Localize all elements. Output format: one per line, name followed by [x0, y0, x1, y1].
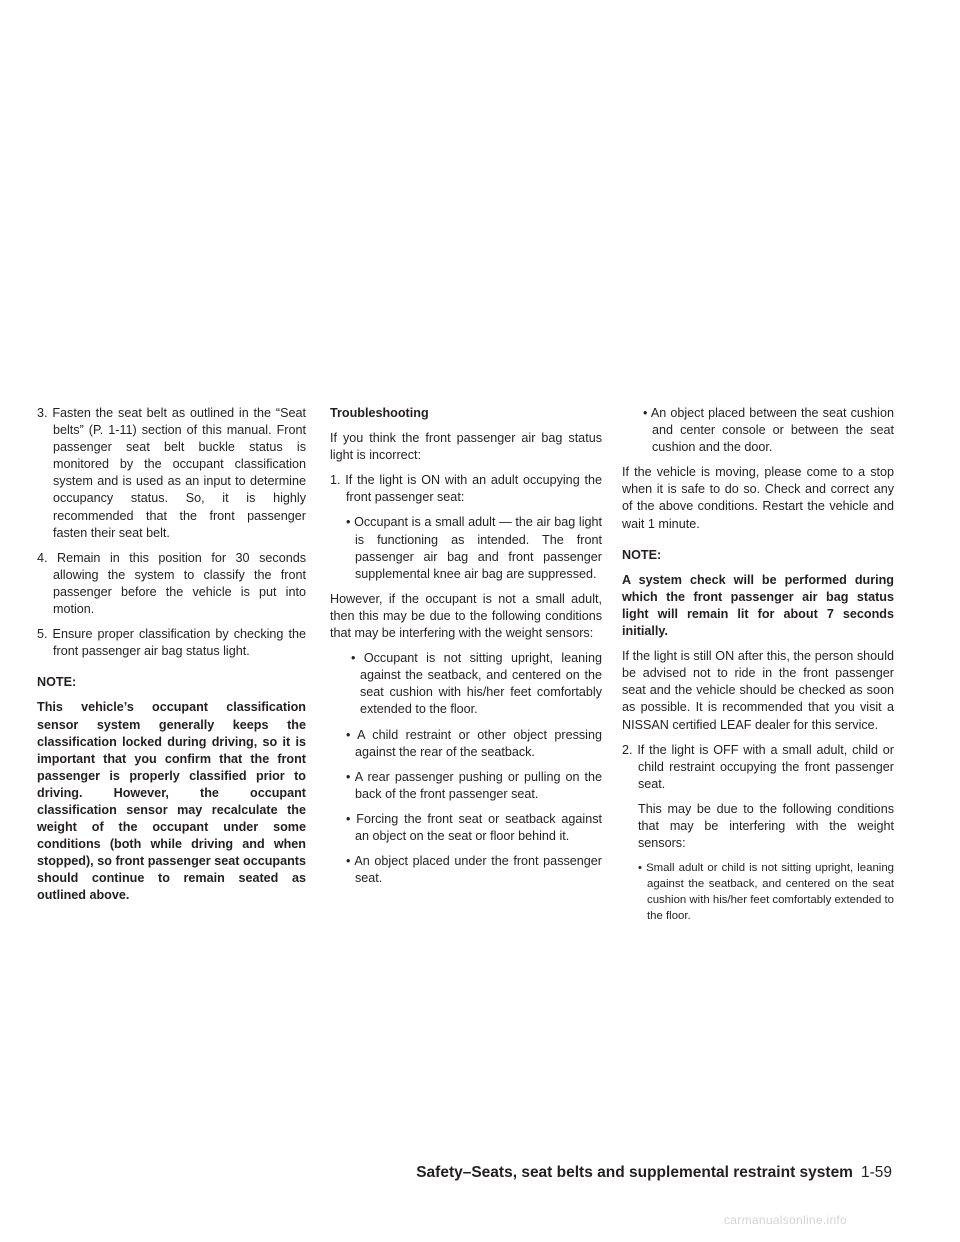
column-middle — [330, 405, 602, 895]
intro-paragraph: If you think the front passenger air bag status light is incorrect: — [330, 431, 602, 463]
section-heading: Troubleshooting — [330, 406, 429, 420]
condition-bullet: • Occupant is not sitting upright, leaning against the seatback, and centered on the seat cushion with his/her feet comfortably extended to the floor. — [351, 651, 602, 717]
page-number: 1-59 — [860, 1164, 892, 1181]
note-text: This vehicle’s occupant classification sensor system generally keeps the classification locked during driving, so it is important that you confirm that the front passenger is properly classified prior to driving. However, the occupant classification sensor may recalculate the weight of the occupant under some conditions (both while driving and when stopped), so front passenger seat occupants should continue to remain seated as outlined above. — [37, 700, 306, 903]
note-label: NOTE: — [622, 547, 662, 562]
moving-paragraph: If the vehicle is moving, please come to a stop when it is safe to do so. Check and correct any of the above conditions. Restart the vehicle and wait 1 minute. — [622, 465, 894, 531]
note-label: NOTE: — [37, 675, 77, 690]
condition-bullet: • A child restraint or other object pressing against the rear of the seatback. — [346, 727, 602, 759]
step-3: 3. Fasten the seat belt as outlined in the “Seat belts” (P. 1-11) section of this manual. Front passenger seat belt buckle status is monitored by the occupant classification system and is used as an input to determine occupancy status. So, it is highly recommended that the front passenger fasten their seat belt. — [37, 406, 306, 540]
watermark: carmanualsonline.info — [724, 1213, 848, 1227]
still-on-paragraph: If the light is still ON after this, the person should be advised not to ride in the front passenger seat and the vehicle should be checked as soon as possible. It is recommended that you visit a NISSAN certified LEAF dealer for this service. — [622, 649, 894, 732]
footer-section-title: Safety–Seats, seat belts and supplemental restraint system — [416, 1164, 853, 1181]
step-5: 5. Ensure proper classification by checking the front passenger air bag status light. — [37, 627, 306, 659]
page-footer — [416, 1164, 892, 1182]
item-2-bullet: • Small adult or child is not sitting upright, leaning against the seatback, and centered on the seat cushion with his/her feet comfortably extended to the floor. — [638, 862, 894, 923]
condition-bullet: • Forcing the front seat or seatback against an object on the seat or floor behind it. — [346, 811, 602, 843]
condition-bullet: • An object placed under the front passenger seat. — [346, 854, 602, 886]
condition-bullet: • A rear passenger pushing or pulling on the back of the front passenger seat. — [346, 769, 602, 801]
however-paragraph: However, if the occupant is not a small adult, then this may be due to the following conditions that may be interfering with the weight sensors: — [330, 591, 602, 641]
condition-bullet: • An object placed between the seat cushion and center console or between the seat cushion and the door. — [643, 406, 894, 455]
column-left — [37, 405, 306, 913]
item-2-subparagraph: This may be due to the following conditions that may be interfering with the weight sensors: — [638, 801, 894, 851]
troubleshoot-item-1: 1. If the light is ON with an adult occupying the front passenger seat: — [330, 473, 602, 505]
step-4: 4. Remain in this position for 30 seconds allowing the system to classify the front passenger before the vehicle is put into motion. — [37, 550, 306, 617]
note-text: A system check will be performed during which the front passenger air bag status light will remain lit for about 7 seconds initially. — [622, 572, 894, 639]
troubleshoot-item-2: 2. If the light is OFF with a small adult, child or child restraint occupying the front passenger seat. — [622, 742, 894, 791]
item-1-bullet: • Occupant is a small adult — the air bag light is functioning as intended. The front passenger air bag and front passenger supplemental knee air bag are suppressed. — [346, 515, 602, 581]
column-right — [622, 405, 894, 924]
